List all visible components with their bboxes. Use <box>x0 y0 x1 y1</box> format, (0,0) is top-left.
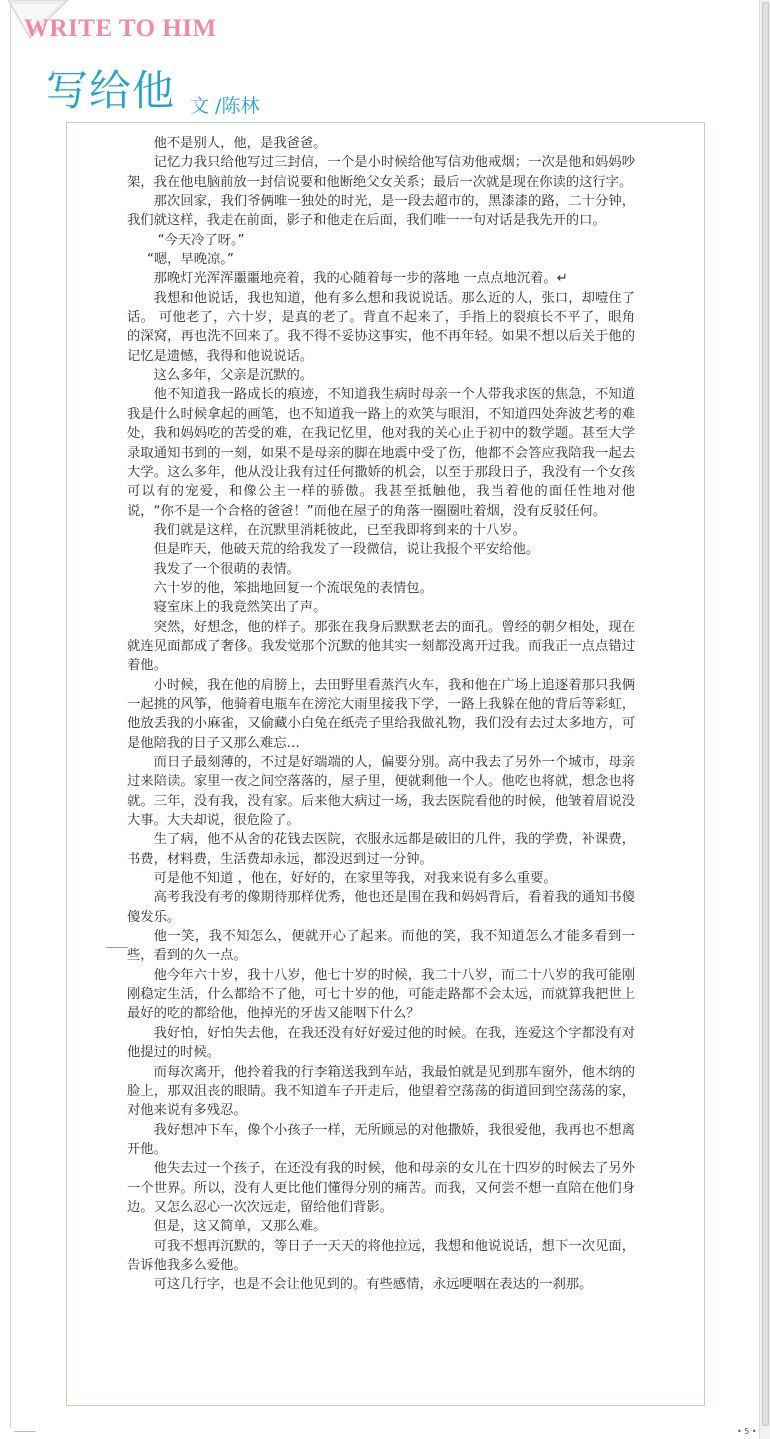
paragraph: 而日子最刻薄的，不过是好端端的人，偏要分别。高中我去了另外一个城市，母亲过来陪读。家里一夜之间空落落的，屋子里，便就剩他一个人。他吃也将就，想念也将就。三年，没有我，没有家。后来他大病过一场，我去医院看他的时候，他皱着眉说没大事。大夫却说，很危险了。 <box>127 755 635 829</box>
section-divider <box>106 947 128 948</box>
paragraph: 他一笑，我不知怎么，便就开心了起来。而他的笑，我不知道怎么才能多看到一些，看到的久一点。 <box>127 929 635 964</box>
paragraph: 但是，这又简单，又那么难。 <box>153 1219 327 1235</box>
paragraph: 寝室床上的我竟然笑出了声。 <box>153 600 327 616</box>
paragraph: 可我不想再沉默的，等日子一天天的将他拉远，我想和他说说话，想下一次见面，告诉他我多么爱他。 <box>127 1238 635 1273</box>
paragraph: 可这几行字，也是不会让他见到的。有些感情，永远哽咽在表达的一刹那。 <box>153 1277 593 1293</box>
article-author: 文 /陈林 <box>190 95 260 117</box>
paragraph: 他不是别人，他，是我爸爸。 <box>153 136 327 151</box>
paragraph: 我发了一个很萌的表情。 <box>153 561 300 577</box>
paragraph: 我好想冲下车，像个小孩子一样，无所顾忌的对他撒娇，我很爱他，我再也不想离开他。 <box>127 1122 635 1157</box>
paragraph: 生了病，他不从舍的花钱去医院，衣服永远都是破旧的几件，我的学费，补课费，书费，材料费，生活费却永远，都没迟到过一分钟。 <box>127 832 635 867</box>
paragraph: 记忆力我只给他写过三封信，一个是小时候给他写信劝他戒烟；一次是他和妈妈吵架，我在他电脑前放一封信说要和他断绝父女关系；最后一次就是现在你读的这行字。 <box>127 155 635 190</box>
article-title: 写给他 <box>46 66 176 115</box>
article-body <box>127 134 635 1295</box>
paragraph: 那晚灯光浑浑噩噩地亮着，我的心随着每一步的落地 一点点地沉着。↵ <box>153 271 568 287</box>
paragraph: 六十岁的他，笨拙地回复一个流氓兔的表情包。 <box>153 580 433 596</box>
paragraph: 这么多年，父亲是沉默的。 <box>153 368 314 384</box>
paragraph: 而每次离开，他拎着我的行李箱送我到车站，我最怕就是见到那车窗外，他木纳的脸上，那双沮丧的眼睛。我不知道车子开走后，他望着空荡荡的街道回到空荡荡的家，对他来说有多残忍。 <box>127 1064 635 1119</box>
paragraph: 他失去过一个孩子，在还没有我的时候，他和母亲的女儿在十四岁的时候去了另外一个世界。所以，没有人更比他们懂得分别的痛苦。而我，又何尝不想一直陪在他们身边。又怎么忍心一次次远走，留给他们背影。 <box>127 1161 635 1215</box>
english-header: WRITE TO HIM <box>24 15 217 42</box>
scrollbar-track[interactable] <box>759 0 770 1439</box>
dialogue-line: “嗯，早晚凉。” <box>146 252 234 268</box>
paragraph: 可是他不知道 ，他在，好好的，在家里等我，对我来说有多么重要。 <box>153 871 557 887</box>
paragraph: 但是昨天，他破天荒的给我发了一段微信，说让我报个平安给他。 <box>153 542 540 558</box>
paragraph: 那次回家，我们爷俩唯一独处的时光，是一段去超市的，黑漆漆的路，二十分钟，我们就这样，我走在前面，影子和他走在后面，我们唯一一句对话是我先开的口。 <box>127 194 635 229</box>
scrollbar-thumb[interactable] <box>762 2 769 1426</box>
paragraph: 小时候，我在他的肩膀上，去田野里看蒸汽火车，我和他在广场上追逐着那只我俩一起挑的风筝，他骑着电瓶车在滂沱大雨里接我下学，一路上我躲在他的背后等彩虹，他放丢我的小麻雀，又偷藏小白兔在纸壳子里给我做礼物，我们没有去过太多地方，可是他陪我的日子又那么难忘… <box>127 677 635 751</box>
paragraph: 突然，好想念，他的样子。那张在我身后默默老去的面孔。曾经的朝夕相处，现在就连见面都成了奢侈。我发觉那个沉默的他其实一刻都没离开过我。而我正一点点错过着他。 <box>127 619 635 674</box>
bottom-rule <box>14 1431 36 1432</box>
paragraph: 高考我没有考的像期待那样优秀，他也还是围在我和妈妈背后，看着我的通知书傻傻发乐。 <box>127 890 635 925</box>
paragraph: 他不知道我一路成长的痕迹，不知道我生病时母亲一个人带我求医的焦急，不知道我是什么时候拿起的画笔，也不知道我一路上的欢笑与眼泪，不知道四处奔波艺考的难处，我和妈妈吃的苦受的难，在我记忆里，他对我的关心止于初中的数学题。甚至大学录取通知书到的一刻，如果不是母亲的脚在地震中受了伤，他都不会答应我陪我一起去大学。这么多年，他从没让我有过任何撒娇的机会，以至于那段日子，我没有一个女孩可以有的宠爱，和像公主一样的骄傲。我甚至抵触他，我当着他的面任性地对他说，“你不是一个合格的爸爸！”而他在屋子的角落一圈圈吐着烟，没有反驳任何。 <box>127 387 635 519</box>
page-number: • 5 • <box>737 1427 757 1436</box>
dialogue-line: “今天冷了呀。” <box>157 232 245 248</box>
paragraph: 我好怕，好怕失去他，在我还没有好好爱过他的时候。在我，连爱这个字都没有对他提过的时候。 <box>127 1025 635 1061</box>
paragraph: 我们就是这样，在沉默里消耗彼此，已至我即将到来的十八岁。 <box>153 522 526 538</box>
paragraph: 他今年六十岁，我十八岁，他七十岁的时候，我二十八岁，而二十八岁的我可能刚刚稳定生活，什么都给不了他，可七十岁的他，可能走路都不会太远，而就算我把世上最好的吃的都给他，他掉光的牙齿又能咽下什么？ <box>127 967 635 1022</box>
paragraph: 我想和他说话，我也知道，他有多么想和我说说话。那么近的人，张口，却噎住了话。 可他老了，六十岁，是真的老了。背直不起来了，手指上的裂痕长不平了，眼角的深窝，再也洗不回来了。我不得不妥协这事实，他不再年轻。如果不想以后关于他的记忆是遗憾，我得和他说说话。 <box>127 290 635 364</box>
